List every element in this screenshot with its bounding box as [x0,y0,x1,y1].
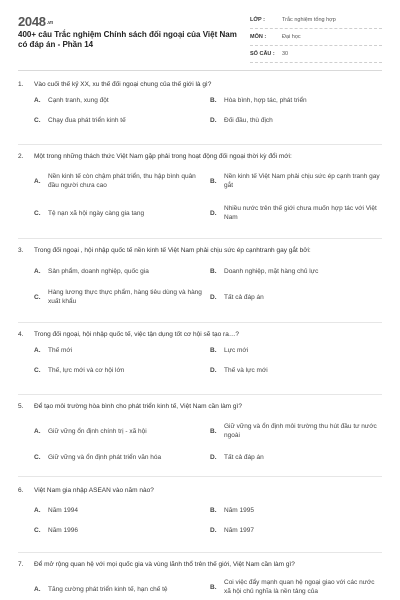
option-c[interactable] [34,202,206,224]
option-letter: B. [210,347,217,354]
option-text: Sản phẩm, doanh nghiệp, quốc gia [48,267,149,275]
option-a[interactable] [34,170,206,192]
meta-row-subject [250,29,382,46]
option-b[interactable] [210,420,380,442]
option-b[interactable] [210,346,380,355]
option-letter: A. [34,507,41,514]
option-text: Nền kinh tế Việt Nam phải chịu sức ép cạnh tranh gay gắt [224,173,380,189]
option-d[interactable] [210,202,380,224]
option-text: Nhiều nước trên thế giới chưa muốn hợp tác với Việt Nam [224,205,377,221]
question-5 [18,402,382,472]
options [18,502,382,542]
option-d[interactable] [210,526,380,535]
option-text: Lực mới [224,347,249,354]
option-c[interactable] [34,448,206,466]
option-letter: A. [34,585,41,593]
question-divider [18,238,382,239]
option-a[interactable] [34,346,204,355]
option-text: Tất cả đáp án [224,453,264,461]
option-text: Tăng cường phát triển kinh tế, hạn chế tệ [48,585,168,593]
option-text: Thế và lực mới [224,367,268,374]
page-title: 400+ câu Trắc nghiệm Chính sách đối ngoại của Việt Nam có đáp án - Phần 14 [18,30,237,49]
option-letter: A. [34,427,41,435]
option-text: Doanh nghiệp, mặt hàng chủ lực [224,267,319,275]
option-letter: D. [210,209,217,217]
option-letter: B. [210,267,217,275]
option-letter: C. [34,209,41,217]
option-text: Chạy đua phát triển kinh tế [48,117,126,124]
option-letter: B. [210,97,217,104]
question-divider [18,144,382,145]
question-2 [18,152,382,232]
option-text: Năm 1997 [224,527,254,534]
question-number: 1. [18,81,24,88]
option-letter: C. [34,117,41,124]
option-letter: B. [210,507,217,514]
option-text: Thế mới [48,347,73,354]
meta-key: LỚP : [250,17,265,23]
option-c[interactable] [34,366,204,375]
option-text: Nền kinh tế còn chậm phát triển, thu hập bình quân đầu người chưa cao [48,173,196,189]
option-d[interactable] [210,286,380,308]
option-letter: C. [34,367,41,374]
logo-text: 2048 [18,14,46,29]
option-letter: C. [34,453,41,461]
meta-value: 30 [282,51,289,57]
option-text: Năm 1996 [48,527,78,534]
option-a[interactable] [34,506,204,515]
question-text [18,402,382,412]
option-a[interactable] [34,262,206,280]
option-letter: C. [34,293,41,301]
option-text: Cạnh tranh, xung đột [48,97,109,104]
header [0,0,400,68]
question-text [18,246,382,256]
option-letter: B. [210,583,217,591]
option-a[interactable] [34,96,204,105]
question-stem: Việt Nam gia nhập ASEAN vào năm nào? [34,487,154,494]
option-letter: D. [210,117,217,124]
option-c[interactable] [34,116,204,125]
question-3 [18,246,382,318]
option-b[interactable] [210,96,380,105]
question-text [18,486,382,496]
question-number: 6. [18,487,24,494]
meta-value: Đại học [282,34,301,40]
question-text [18,152,382,162]
question-6 [18,486,382,542]
option-text: Hòa bình, hợp tác, phát triển [224,97,307,104]
option-text: Giữ vững ổn định chính trị - xã hội [48,427,147,435]
option-letter: D. [210,527,217,534]
logo-suffix: .vn [46,19,54,26]
meta-key: SỐ CÂU : [250,51,275,57]
question-stem: Trong đối ngoại , hội nhập quốc tế nền kinh tế Việt Nam phải chịu sức ép cạnhtranh gay gắt bởi: [34,247,311,254]
site-logo[interactable] [18,14,53,29]
options [18,96,382,136]
question-text [18,80,382,90]
option-a[interactable] [34,422,206,440]
option-text: Đối đầu, thù địch [224,117,273,124]
options [18,346,382,386]
meta-row-class [250,12,382,29]
option-a[interactable] [34,580,206,598]
option-text: Giữ vững và ổn định môi trường thu hút đầu tư nước ngoài [224,423,377,439]
option-text: Coi việc đẩy mạnh quan hệ ngoại giao với các nước xã hội chủ nghĩa là nền tảng của [224,579,375,595]
option-letter: B. [210,427,217,435]
option-text: Năm 1994 [48,507,78,514]
option-text: Giữ vững và ổn định phát triển văn hóa [48,453,162,461]
options [18,576,382,600]
option-letter: A. [34,267,41,275]
option-letter: A. [34,97,41,104]
option-letter: B. [210,177,217,185]
question-stem: Vào cuối thế kỷ XX, xu thế đối ngoại chung của thế giới là gì? [34,81,212,88]
question-number: 7. [18,561,24,568]
question-7 [18,560,382,600]
question-stem: Để tạo môi trường hòa bình cho phát triển kinh tế, Việt Nam cần làm gì? [34,403,242,410]
question-number: 4. [18,331,24,338]
question-number: 5. [18,403,24,410]
question-text [18,330,382,340]
meta-row-count [250,46,382,63]
option-letter: D. [210,367,217,374]
options [18,418,382,472]
option-text: Hàng lương thực thực phẩm, hàng tiêu dùng và hàng xuất khẩu [48,289,202,305]
option-b[interactable] [210,170,380,192]
option-c[interactable] [34,286,206,308]
option-b[interactable] [210,506,380,515]
option-letter: A. [34,177,41,185]
question-divider [18,322,382,323]
header-divider [18,70,382,71]
option-c[interactable] [34,526,204,535]
option-text: Năm 1995 [224,507,254,514]
option-d[interactable] [210,448,380,466]
question-number: 2. [18,153,24,160]
question-divider [18,476,382,477]
option-text: Tất cả đáp án [224,293,264,301]
option-b[interactable] [210,262,380,280]
option-text: Tệ nạn xã hội ngày càng gia tang [48,209,145,217]
question-stem: Để mở rộng quan hệ với mọi quốc gia và vùng lãnh thổ trên thế giới, Việt Nam cần làm gì? [34,561,295,568]
question-1 [18,80,382,136]
option-letter: D. [210,293,217,301]
meta-value: Trắc nghiệm tổng hợp [282,17,336,23]
options [18,262,382,318]
question-4 [18,330,382,386]
question-stem: Một trong những thách thức Việt Nam gặp phải trong hoạt động đối ngoại thời kỳ đổi mới: [34,153,292,160]
option-d[interactable] [210,366,380,375]
question-divider [18,552,382,553]
option-letter: C. [34,527,41,534]
option-text: Thế, lực mới và cơ hội lớn [48,367,125,374]
question-number: 3. [18,247,24,254]
option-d[interactable] [210,116,380,125]
question-stem: Trong đối ngoại, hội nhập quốc tế, việc tận dụng tốt cơ hội sẽ tạo ra…? [34,331,239,338]
option-letter: A. [34,347,41,354]
option-b[interactable] [210,576,380,598]
option-letter: D. [210,453,217,461]
question-text [18,560,382,570]
meta-table [250,12,382,63]
options [18,168,382,232]
meta-key: MÔN : [250,34,267,40]
question-divider [18,394,382,395]
